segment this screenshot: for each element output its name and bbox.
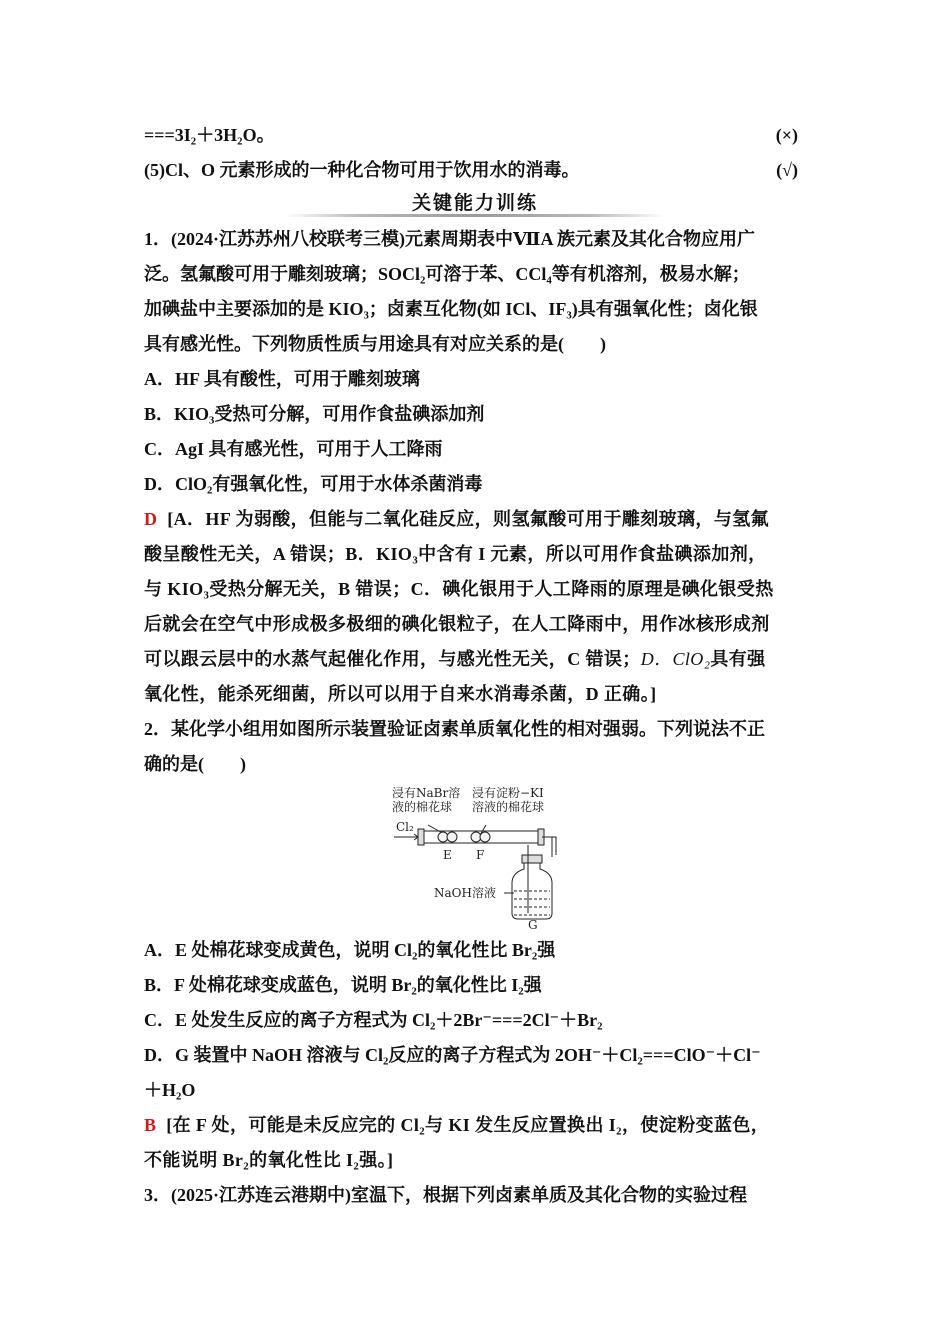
q1-explanation-text: 具有强	[710, 649, 766, 669]
label-e: E	[443, 848, 452, 862]
q1-option-c: C．AgI 具有感光性，可用于人工降雨	[144, 439, 443, 459]
q1-option-b: B．KIO₃受热可分解，可用作食盐碘添加剂	[144, 404, 485, 424]
q2-answer-letter: B	[144, 1115, 157, 1135]
document-page	[144, 118, 806, 1213]
q1-explanation-line	[144, 502, 806, 537]
outlet-tube-inner	[546, 837, 552, 857]
section-title: 关键能力训练	[411, 192, 538, 214]
q2-option-c: C．E 处发生反应的离子方程式为 Cl₂＋2Br⁻===2Cl⁻＋Br₂	[144, 1010, 603, 1030]
label-cl2: Cl₂	[396, 820, 414, 834]
label-nabr-line2: 液的棉花球	[392, 800, 453, 814]
apparatus-figure	[144, 785, 806, 929]
q1-stem-line: 加碘盐中主要添加的是 KIO₃；卤素互化物(如 ICl、IF₃)具有强氧化性；卤化银	[144, 299, 758, 319]
judgement-mark: (√)	[776, 160, 798, 180]
q1-explanation-line: 后就会在空气中形成极多极细的碘化银粒子，在人工降雨中，用作冰核形成剂	[144, 614, 770, 634]
q2-option-b: B．F 处棉花球变成蓝色，说明 Br₂的氧化性比 I₂强	[144, 975, 542, 995]
statement-text: (5)Cl、O 元素形成的一种化合物可用于饮用水的消毒。	[144, 160, 580, 180]
q2-stem-line: 2．某化学小组用如图所示装置验证卤素单质氧化性的相对强弱。下列说法不正	[144, 719, 765, 739]
q3-stem-line: 3．(2025·江苏连云港期中)室温下，根据下列卤素单质及其化合物的实验过程	[144, 1185, 747, 1205]
q2-option-d-continued: ＋H₂O	[144, 1080, 196, 1100]
q1-stem-line: 泛。氢氟酸可用于雕刻玻璃；SOCl₂可溶于苯、CCl₄等有机溶剂，极易水解；	[144, 264, 750, 284]
q1-italic-formula: D．ClO₂	[640, 649, 711, 669]
q1-explanation-text: 可以跟云层中的水蒸气起催化作用，与感光性无关，C 错误；	[144, 649, 641, 669]
q1-explanation-line: 与 KIO₃受热分解无关，B 错误；C．碘化银用于人工降雨的原理是碘化银受热	[144, 579, 774, 599]
q2-explanation-text: [在 F 处，可能是未反应完的 Cl₂与 KI 发生反应置换出 I₂，使淀粉变蓝色，	[166, 1115, 770, 1135]
q1-explanation-line: 酸呈酸性无关，A 错误；B．KIO₃中含有 I 元素，所以可用作食盐碘添加剂，	[144, 544, 767, 564]
label-f: F	[476, 848, 485, 862]
prev-answer-line-4	[144, 118, 806, 153]
prev-answer-line-5	[144, 153, 806, 188]
section-heading	[144, 188, 806, 222]
apparatus-diagram	[388, 785, 568, 929]
q1-stem-line: 具有感光性。下列物质性质与用途具有对应关系的是( )	[144, 334, 606, 354]
q2-option-a: A．E 处棉花球变成黄色，说明 Cl₂的氧化性比 Br₂强	[144, 940, 556, 960]
label-ki-line1: 浸有淀粉−KI	[472, 786, 544, 800]
q1-explanation-line	[144, 642, 806, 677]
q2-explanation-line: 不能说明 Br₂的氧化性比 I₂强。]	[144, 1150, 394, 1170]
q1-explanation-text: [A．HF 为弱酸，但能与二氧化硅反应，则氢氟酸可用于雕刻玻璃，与氢氟	[167, 509, 770, 529]
q2-option-d: D．G 装置中 NaOH 溶液与 Cl₂反应的离子方程式为 2OH⁻＋Cl₂===ClO⁻＋Cl⁻	[144, 1045, 761, 1065]
label-nabr-line1: 浸有NaBr溶	[392, 786, 461, 800]
q1-option-d: D．ClO₂有强氧化性，可用于水体杀菌消毒	[144, 474, 483, 494]
label-g: G	[528, 918, 538, 929]
q1-stem-line: 1．(2024·江苏苏州八校联考三模)元素周期表中ⅦA 族元素及其化合物应用广	[144, 229, 755, 249]
stopper-left	[418, 829, 424, 845]
q1-option-a: A．HF 具有酸性，可用于雕刻玻璃	[144, 369, 420, 389]
judgement-mark: (×)	[775, 125, 798, 145]
bottle-stopper	[522, 855, 542, 863]
q2-explanation-line	[144, 1108, 806, 1143]
q1-explanation-line: 氧化性，能杀死细菌，所以可以用于自来水消毒杀菌，D 正确。]	[144, 684, 657, 704]
equation-text: ===3I₂＋3H₂O。	[144, 125, 275, 145]
label-naoh: NaOH溶液	[434, 886, 496, 900]
cotton-ball-f-shape	[480, 832, 490, 842]
q1-answer-letter: D	[144, 509, 158, 529]
cotton-ball-e-shape	[447, 832, 457, 842]
q2-stem-line: 确的是( )	[144, 754, 246, 774]
cotton-ball-e	[438, 832, 457, 842]
label-ki-line2: 溶液的棉花球	[472, 800, 545, 814]
